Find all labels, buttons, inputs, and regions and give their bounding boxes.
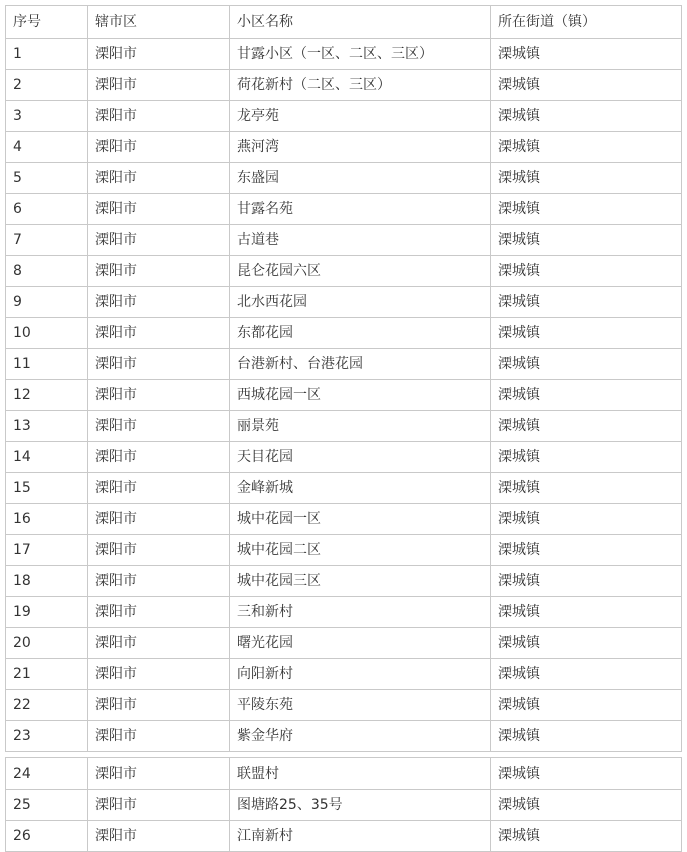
cell-district: 溧阳市: [88, 70, 230, 101]
cell-no: 3: [6, 101, 88, 132]
table-row: [6, 318, 682, 349]
cell-community-name: 平陵东苑: [230, 690, 491, 721]
cell-street: 溧城镇: [491, 821, 682, 852]
cell-community-name: 向阳新村: [230, 659, 491, 690]
cell-no: 13: [6, 411, 88, 442]
cell-street: 溧城镇: [491, 349, 682, 380]
cell-street: 溧城镇: [491, 566, 682, 597]
table-row: [6, 194, 682, 225]
cell-district: 溧阳市: [88, 821, 230, 852]
cell-community-name: 联盟村: [230, 758, 491, 790]
cell-no: 10: [6, 318, 88, 349]
cell-no: 14: [6, 442, 88, 473]
cell-no: 26: [6, 821, 88, 852]
cell-community-name: 昆仑花园六区: [230, 256, 491, 287]
cell-street: 溧城镇: [491, 194, 682, 225]
cell-community-name: 城中花园二区: [230, 535, 491, 566]
table-row: [6, 790, 682, 821]
table-row: [6, 628, 682, 659]
cell-community-name: 天目花园: [230, 442, 491, 473]
table-row: [6, 349, 682, 380]
cell-community-name: 台港新村、台港花园: [230, 349, 491, 380]
table-body-continued: [6, 758, 682, 852]
table-row: [6, 566, 682, 597]
cell-district: 溧阳市: [88, 256, 230, 287]
cell-district: 溧阳市: [88, 504, 230, 535]
cell-community-name: 曙光花园: [230, 628, 491, 659]
table-row: [6, 821, 682, 852]
community-table-container: [5, 5, 681, 852]
cell-no: 17: [6, 535, 88, 566]
cell-street: 溧城镇: [491, 442, 682, 473]
cell-community-name: 丽景苑: [230, 411, 491, 442]
cell-district: 溧阳市: [88, 101, 230, 132]
table-row: [6, 132, 682, 163]
cell-community-name: 甘露小区（一区、二区、三区）: [230, 39, 491, 70]
cell-street: 溧城镇: [491, 225, 682, 256]
table-row: [6, 256, 682, 287]
cell-district: 溧阳市: [88, 628, 230, 659]
cell-no: 12: [6, 380, 88, 411]
cell-district: 溧阳市: [88, 39, 230, 70]
cell-street: 溧城镇: [491, 758, 682, 790]
table-body: [6, 39, 682, 752]
table-row: [6, 163, 682, 194]
cell-community-name: 金峰新城: [230, 473, 491, 504]
cell-no: 7: [6, 225, 88, 256]
table-header-row: [6, 6, 682, 39]
cell-no: 2: [6, 70, 88, 101]
table-row: [6, 721, 682, 752]
cell-community-name: 西城花园一区: [230, 380, 491, 411]
cell-no: 5: [6, 163, 88, 194]
community-table-continued: [5, 757, 682, 852]
table-row: [6, 504, 682, 535]
cell-community-name: 龙亭苑: [230, 101, 491, 132]
cell-district: 溧阳市: [88, 194, 230, 225]
cell-community-name: 江南新村: [230, 821, 491, 852]
table-row: [6, 659, 682, 690]
cell-community-name: 东都花园: [230, 318, 491, 349]
table-row: [6, 380, 682, 411]
cell-community-name: 燕河湾: [230, 132, 491, 163]
cell-street: 溧城镇: [491, 597, 682, 628]
cell-no: 18: [6, 566, 88, 597]
table-row: [6, 758, 682, 790]
cell-district: 溧阳市: [88, 287, 230, 318]
cell-street: 溧城镇: [491, 690, 682, 721]
cell-no: 11: [6, 349, 88, 380]
cell-community-name: 东盛园: [230, 163, 491, 194]
table-row: [6, 473, 682, 504]
cell-community-name: 古道巷: [230, 225, 491, 256]
cell-district: 溧阳市: [88, 597, 230, 628]
header-community-name: 小区名称: [230, 6, 491, 39]
cell-street: 溧城镇: [491, 659, 682, 690]
community-table: [5, 5, 682, 752]
table-row: [6, 690, 682, 721]
cell-no: 23: [6, 721, 88, 752]
cell-street: 溧城镇: [491, 628, 682, 659]
cell-street: 溧城镇: [491, 790, 682, 821]
cell-district: 溧阳市: [88, 659, 230, 690]
table-row: [6, 535, 682, 566]
cell-street: 溧城镇: [491, 504, 682, 535]
cell-community-name: 三和新村: [230, 597, 491, 628]
cell-street: 溧城镇: [491, 39, 682, 70]
cell-street: 溧城镇: [491, 721, 682, 752]
cell-no: 8: [6, 256, 88, 287]
header-no: 序号: [6, 6, 88, 39]
cell-community-name: 甘露名苑: [230, 194, 491, 225]
table-row: [6, 39, 682, 70]
cell-no: 15: [6, 473, 88, 504]
cell-district: 溧阳市: [88, 566, 230, 597]
cell-district: 溧阳市: [88, 790, 230, 821]
table-row: [6, 411, 682, 442]
cell-district: 溧阳市: [88, 411, 230, 442]
table-row: [6, 225, 682, 256]
cell-no: 4: [6, 132, 88, 163]
cell-district: 溧阳市: [88, 535, 230, 566]
header-district: 辖市区: [88, 6, 230, 39]
cell-no: 22: [6, 690, 88, 721]
cell-district: 溧阳市: [88, 225, 230, 256]
cell-district: 溧阳市: [88, 349, 230, 380]
cell-street: 溧城镇: [491, 411, 682, 442]
cell-community-name: 北水西花园: [230, 287, 491, 318]
cell-no: 1: [6, 39, 88, 70]
table-row: [6, 287, 682, 318]
cell-street: 溧城镇: [491, 535, 682, 566]
cell-community-name: 城中花园一区: [230, 504, 491, 535]
cell-community-name: 城中花园三区: [230, 566, 491, 597]
cell-district: 溧阳市: [88, 318, 230, 349]
cell-street: 溧城镇: [491, 256, 682, 287]
table-row: [6, 442, 682, 473]
cell-district: 溧阳市: [88, 690, 230, 721]
cell-street: 溧城镇: [491, 70, 682, 101]
cell-district: 溧阳市: [88, 380, 230, 411]
cell-district: 溧阳市: [88, 442, 230, 473]
cell-no: 21: [6, 659, 88, 690]
cell-street: 溧城镇: [491, 473, 682, 504]
cell-no: 19: [6, 597, 88, 628]
cell-district: 溧阳市: [88, 132, 230, 163]
cell-district: 溧阳市: [88, 473, 230, 504]
cell-community-name: 荷花新村（二区、三区）: [230, 70, 491, 101]
cell-street: 溧城镇: [491, 132, 682, 163]
cell-no: 24: [6, 758, 88, 790]
cell-community-name: 紫金华府: [230, 721, 491, 752]
cell-district: 溧阳市: [88, 721, 230, 752]
cell-street: 溧城镇: [491, 380, 682, 411]
cell-district: 溧阳市: [88, 163, 230, 194]
table-row: [6, 70, 682, 101]
cell-street: 溧城镇: [491, 287, 682, 318]
cell-street: 溧城镇: [491, 163, 682, 194]
cell-no: 25: [6, 790, 88, 821]
cell-street: 溧城镇: [491, 101, 682, 132]
table-row: [6, 101, 682, 132]
cell-no: 9: [6, 287, 88, 318]
table-row: [6, 597, 682, 628]
header-street: 所在街道（镇）: [491, 6, 682, 39]
cell-no: 16: [6, 504, 88, 535]
cell-district: 溧阳市: [88, 758, 230, 790]
cell-community-name: 图塘路25、35号: [230, 790, 491, 821]
cell-no: 20: [6, 628, 88, 659]
cell-street: 溧城镇: [491, 318, 682, 349]
cell-no: 6: [6, 194, 88, 225]
